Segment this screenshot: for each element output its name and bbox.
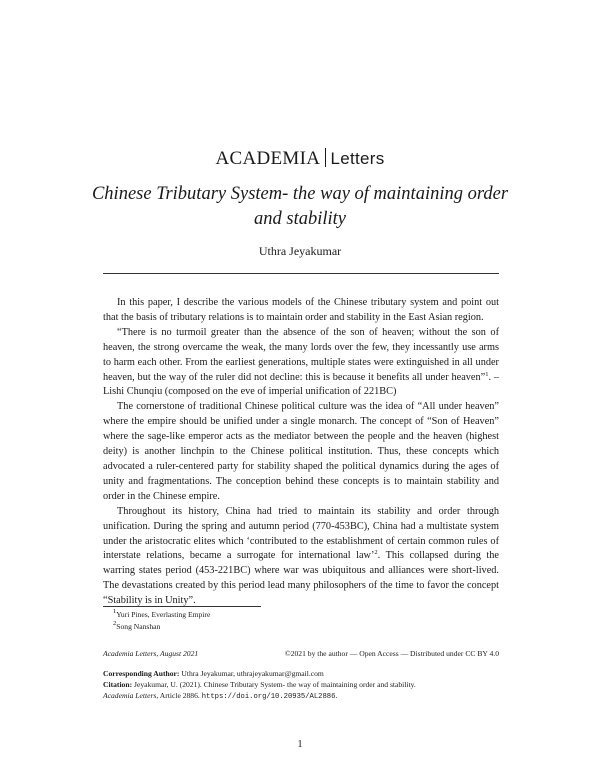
footnote-1: $^1$Yuri Pines, Everlasting Empire	[113, 608, 211, 619]
footnotes	[113, 609, 210, 632]
footnote-divider	[103, 606, 261, 607]
page-footer	[103, 648, 499, 703]
doi-link[interactable]: https://doi.org/10.20935/AL2886	[201, 693, 336, 701]
body-text	[103, 296, 499, 609]
page-number: 1	[297, 739, 303, 750]
footnote-ref-1[interactable]: 1	[485, 370, 489, 378]
journal-issue: Academia Letters, August 2021	[103, 649, 199, 658]
author-name: Uthra Jeyakumar	[258, 244, 342, 258]
paragraph-2: “There is no turmoil greater than the absence of the son of heaven; without the son of heaven, the strong overcame the weak, the many lords over the few, they incessantly use arms to harm each other. From the earliest generations, multiple states were extinguished in all under heaven, but the way of the ruler did not decline: this is because it benefits all under heaven”$^1$. – Lishi Chunqiu (composed on the eve of imperial unification of 221BC)	[103, 326, 499, 398]
paragraph-1: In this paper, I describe the various models of the Chinese tributary system and point out that the basis of tributary relations is to maintain order and stability in the East Asian region.	[103, 297, 499, 323]
citation-doi-line: Academia Letters, Article 2886. https://doi.org/10.20935/AL2886.	[103, 691, 338, 701]
brand-separator	[325, 148, 326, 167]
academia-letters-logo	[0, 148, 600, 170]
paragraph-4: Throughout its history, China had tried to maintain its stability and order through unification. During the spring and autumn period (770-453BC), China had a multistate system under the aristocratic elites which ‘contributed to the establishment of certain common rules of interstate relations, became a surrogate for international law’$^2$. This collapsed during the warring states period (453-221BC) where war was ubiquitous and alliances were short-lived. The devastations created by this period lead many philosophers of the time to favor the concept “Stability is in Unity”.	[103, 505, 499, 607]
corresponding-author: Corresponding Author: Uthra Jeyakumar, uthrajeyakumar@gmail.com	[103, 669, 324, 678]
title-divider	[103, 273, 499, 274]
brand-academia: ACADEMIA	[215, 148, 321, 169]
paragraph-3: The cornerstone of traditional Chinese political culture was the idea of “All under heaven” where the empire should be unified under a single monarch. The concept of “Son of Heaven” where the sage-like emperor acts as the mediator between the people and the heaven (highest deity) is another linchpin to the Chinese political institution. Thus, these concepts which advocated a ruler-centered party for stability shaped the political dynamics during the ages of unity and fragmentations. The conception behind these concepts is to maintain stability and order in the Chinese empire.	[103, 401, 499, 502]
license-note: ©2021 by the author — Open Access — Distributed under CC BY 4.0	[284, 649, 499, 658]
footnote-2: $^2$Song Nanshan	[113, 619, 161, 631]
paper-title: Chinese Tributary System- the way of maintaining order and stability	[91, 184, 509, 229]
brand-letters: Letters	[330, 149, 385, 168]
citation: Citation: Jeyakumar, U. (2021). Chinese Tributary System- the way of maintaining order and stability.	[103, 680, 416, 689]
footnote-ref-2[interactable]: 2	[374, 549, 378, 557]
